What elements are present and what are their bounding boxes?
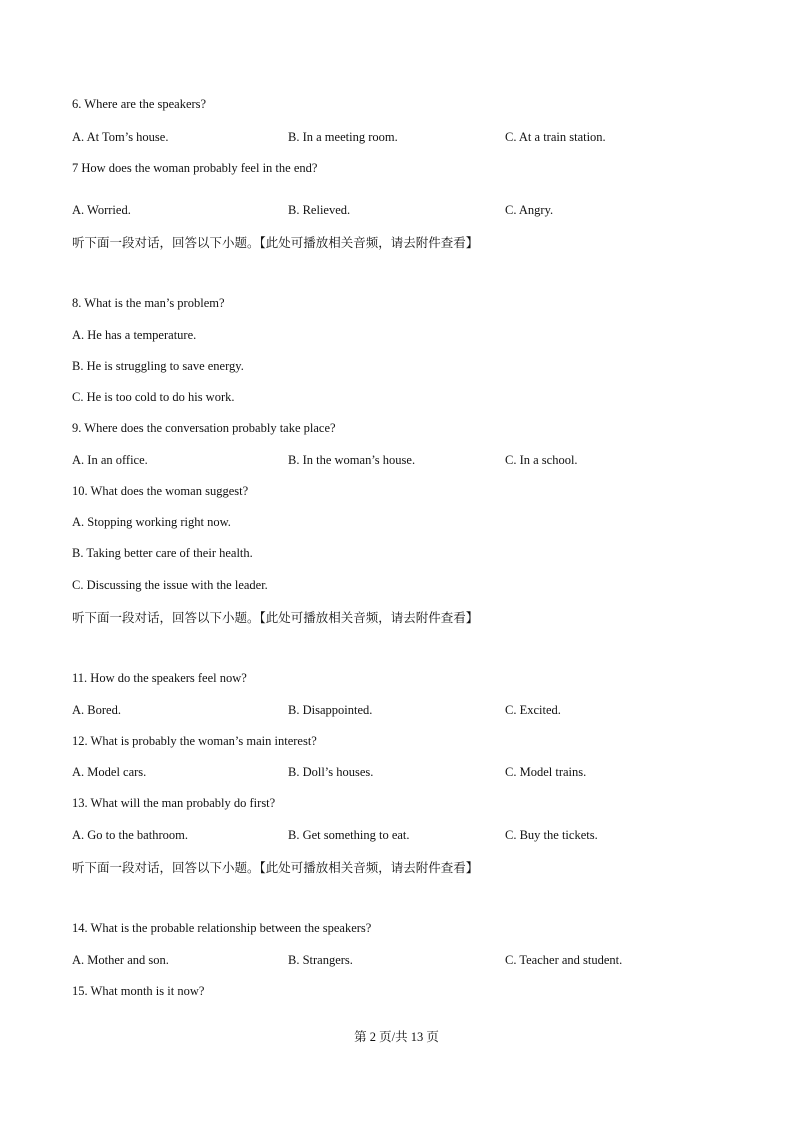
question-14-option-a: A. Mother and son. xyxy=(72,953,169,967)
question-11-option-a: A. Bored. xyxy=(72,703,121,717)
question-13-stem: 13. What will the man probably do first? xyxy=(72,796,276,810)
question-8-option-a: A. He has a temperature. xyxy=(72,328,197,342)
listening-instruction: 听下面一段对话，回答以下小题。【此处可播放相关音频，请去附件查看】 xyxy=(72,860,479,875)
question-8-option-b: B. He is struggling to save energy. xyxy=(72,359,244,373)
question-13-option-c: C. Buy the tickets. xyxy=(505,828,598,842)
question-10-stem: 10. What does the woman suggest? xyxy=(72,484,249,498)
question-7-option-b: B. Relieved. xyxy=(288,203,351,217)
question-9-option-b: B. In the woman’s house. xyxy=(288,453,416,467)
question-13-option-b: B. Get something to eat. xyxy=(288,828,410,842)
question-14-option-b: B. Strangers. xyxy=(288,953,353,967)
question-10-option-c: C. Discussing the issue with the leader. xyxy=(72,578,268,592)
question-11-option-b: B. Disappointed. xyxy=(288,703,373,717)
question-11-stem: 11. How do the speakers feel now? xyxy=(72,671,247,685)
question-12-stem: 12. What is probably the woman’s main interest? xyxy=(72,734,317,748)
listening-instruction: 听下面一段对话，回答以下小题。【此处可播放相关音频，请去附件查看】 xyxy=(72,235,479,250)
question-9-option-a: A. In an office. xyxy=(72,453,148,467)
question-7-option-a: A. Worried. xyxy=(72,203,131,217)
question-10-option-a: A. Stopping working right now. xyxy=(72,515,231,529)
question-14-stem: 14. What is the probable relationship between the speakers? xyxy=(72,921,372,935)
question-6-option-b: B. In a meeting room. xyxy=(288,130,398,144)
listening-instruction: 听下面一段对话，回答以下小题。【此处可播放相关音频，请去附件查看】 xyxy=(72,610,479,625)
question-6-option-c: C. At a train station. xyxy=(505,130,606,144)
question-12-option-a: A. Model cars. xyxy=(72,765,147,779)
question-11-option-c: C. Excited. xyxy=(505,703,561,717)
question-14-option-c: C. Teacher and student. xyxy=(505,953,623,967)
question-9-stem: 9. Where does the conversation probably take place? xyxy=(72,421,336,435)
question-9-option-c: C. In a school. xyxy=(505,453,578,467)
question-7-option-c: C. Angry. xyxy=(505,203,554,217)
question-13-option-a: A. Go to the bathroom. xyxy=(72,828,188,842)
question-15-stem: 15. What month is it now? xyxy=(72,984,205,998)
question-7-stem: 7 How does the woman probably feel in the end? xyxy=(72,161,318,175)
question-12-option-c: C. Model trains. xyxy=(505,765,587,779)
page-footer: 第 2 页/共 13 页 xyxy=(354,1030,439,1044)
question-8-stem: 8. What is the man’s problem? xyxy=(72,296,225,310)
question-8-option-c: C. He is too cold to do his work. xyxy=(72,390,235,404)
question-12-option-b: B. Doll’s houses. xyxy=(288,765,374,779)
question-10-option-b: B. Taking better care of their health. xyxy=(72,546,253,560)
question-6-option-a: A. At Tom’s house. xyxy=(72,130,169,144)
question-6-stem: 6. Where are the speakers? xyxy=(72,97,207,111)
